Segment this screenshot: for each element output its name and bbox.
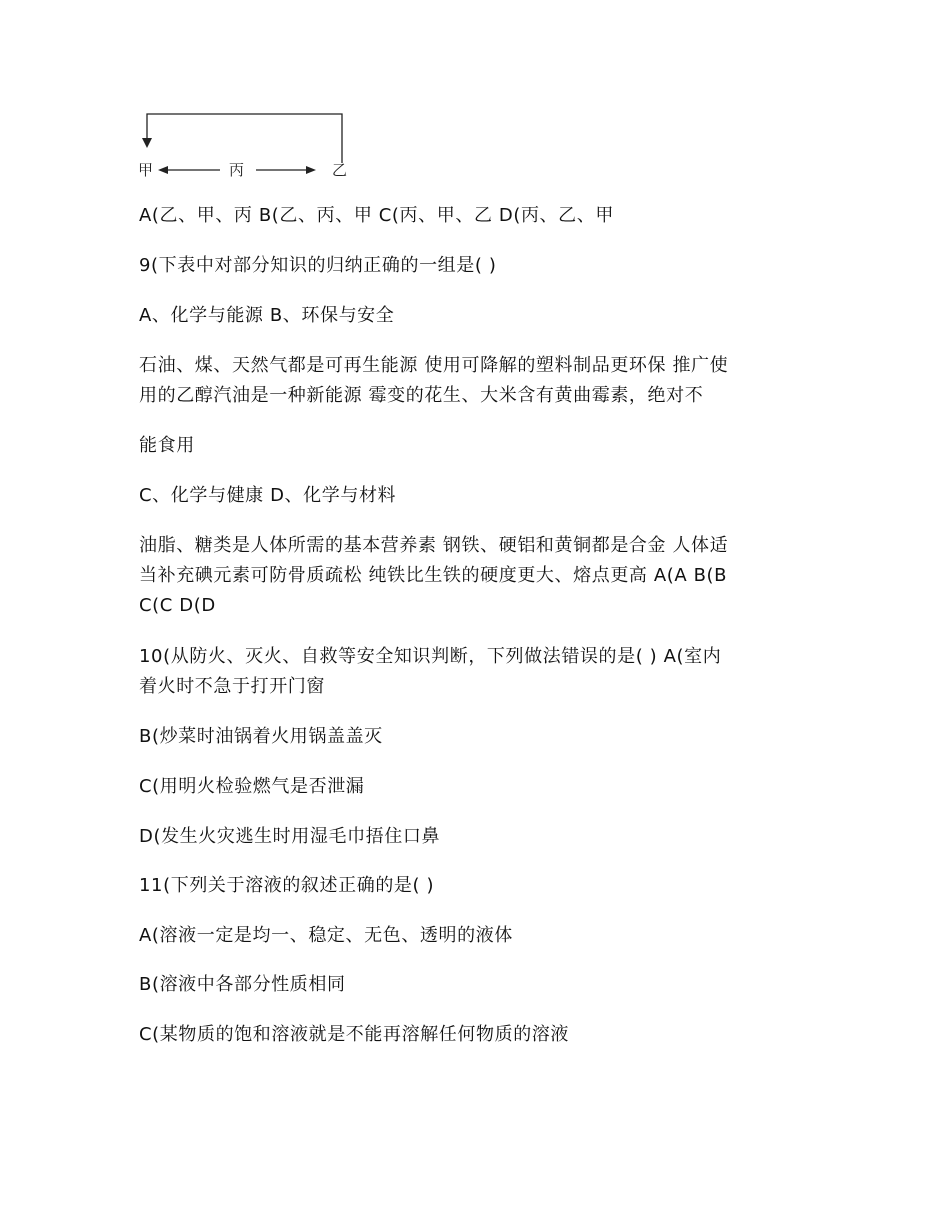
left-arrowhead (158, 166, 168, 174)
q9-stem: 9(下表中对部分知识的归纳正确的一组是( ) (139, 255, 497, 276)
q10-stem-line-1: 10(从防火、灭火、自救等安全知识判断，下列做法错误的是( ) A(室内 (139, 646, 722, 667)
q10-option-c: C(用明火检验燃气是否泄漏 (139, 776, 365, 797)
label-yi: 乙 (332, 161, 348, 179)
q10-option-d: D(发生火灾逃生时用湿毛巾捂住口鼻 (139, 826, 441, 847)
q9-row1-line-1: 石油、煤、天然气都是可再生能源 使用可降解的塑料制品更环保 推广使 (139, 355, 729, 376)
q11-option-b: B(溶液中各部分性质相同 (139, 974, 346, 995)
diagram-arrows (136, 108, 356, 184)
down-arrowhead (142, 138, 152, 148)
q11-stem: 11(下列关于溶液的叙述正确的是( ) (139, 875, 435, 896)
bracket-line (147, 114, 342, 166)
q9-row2-line-3: C(C D(D (139, 595, 216, 616)
q9-row2-line-2: 当补充碘元素可防骨质疏松 纯铁比生铁的硬度更大、熔点更高 A(A B(B (139, 565, 728, 586)
q10-stem-line-2: 着火时不急于打开门窗 (139, 676, 325, 697)
q9-row1-line-3: 能食用 (139, 435, 195, 456)
q9-row1-headers: A、化学与能源 B、环保与安全 (139, 305, 395, 326)
right-arrowhead (306, 166, 316, 174)
q11-option-c: C(某物质的饱和溶液就是不能再溶解任何物质的溶液 (139, 1024, 569, 1045)
q9-row2-line-1: 油脂、糖类是人体所需的基本营养素 钢铁、硬铝和黄铜都是合金 人体适 (139, 535, 729, 556)
q8-options: A(乙、甲、丙 B(乙、丙、甲 C(丙、甲、乙 D(丙、乙、甲 (139, 205, 614, 226)
conversion-diagram (136, 108, 356, 184)
q9-row2-headers: C、化学与健康 D、化学与材料 (139, 485, 397, 506)
label-bing: 丙 (229, 161, 245, 179)
q9-row1-line-2: 用的乙醇汽油是一种新能源 霉变的花生、大米含有黄曲霉素，绝对不 (139, 385, 704, 406)
q10-option-b: B(炒菜时油锅着火用锅盖盖灭 (139, 726, 383, 747)
q11-option-a: A(溶液一定是均一、稳定、无色、透明的液体 (139, 925, 513, 946)
label-jia: 甲 (138, 161, 154, 179)
